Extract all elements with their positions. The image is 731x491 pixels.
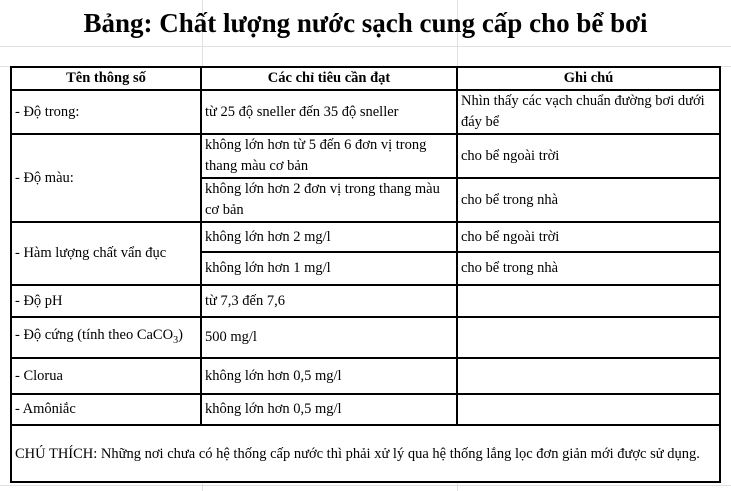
note-cell: Nhìn thấy các vạch chuẩn đường bơi dưới đáy bể (457, 90, 720, 134)
note-cell (457, 358, 720, 394)
criteria-cell: không lớn hơn từ 5 đến 6 đơn vị trong thang màu cơ bản (201, 134, 457, 178)
sheet-gridline (0, 485, 731, 486)
param-cell: - Độ pH (11, 285, 201, 317)
note-cell: cho bể trong nhà (457, 178, 720, 222)
param-text: - Độ cứng (tính theo CaCO (15, 326, 174, 343)
header-criteria: Các chỉ tiêu cần đạt (201, 67, 457, 90)
criteria-cell: 500 mg/l (201, 317, 457, 358)
note-cell (457, 394, 720, 425)
note-cell (457, 317, 720, 358)
sheet-gridline (0, 46, 731, 47)
water-quality-table (10, 66, 721, 483)
param-cell: - Độ trong: (11, 90, 201, 134)
footnote-row (11, 425, 720, 482)
table-row (11, 394, 720, 425)
criteria-cell: từ 7,3 đến 7,6 (201, 285, 457, 317)
note-cell: cho bể ngoài trời (457, 134, 720, 178)
table-row (11, 134, 720, 178)
criteria-cell: không lớn hơn 1 mg/l (201, 252, 457, 285)
note-cell (457, 285, 720, 317)
param-subscript: 3 (173, 334, 179, 346)
table-row (11, 222, 720, 252)
table-row (11, 285, 720, 317)
note-cell: cho bể ngoài trời (457, 222, 720, 252)
criteria-cell: không lớn hơn 2 mg/l (201, 222, 457, 252)
table-row (11, 317, 720, 358)
param-cell: - Amôniắc (11, 394, 201, 425)
table-header-row (11, 67, 720, 90)
criteria-cell: không lớn hơn 0,5 mg/l (201, 394, 457, 425)
page-title: Bảng: Chất lượng nước sạch cung cấp cho bể bơi (83, 8, 648, 38)
param-cell: - Hàm lượng chất vẩn đục (11, 222, 201, 285)
criteria-cell: từ 25 độ sneller đến 35 độ sneller (201, 90, 457, 134)
param-cell: - Clorua (11, 358, 201, 394)
criteria-cell: không lớn hơn 0,5 mg/l (201, 358, 457, 394)
note-cell: cho bể trong nhà (457, 252, 720, 285)
param-cell: - Độ màu: (11, 134, 201, 222)
param-text-end: ) (178, 326, 183, 343)
table-row (11, 90, 720, 134)
footnote: CHÚ THÍCH: Những nơi chưa có hệ thống cấp nước thì phải xử lý qua hệ thống lắng lọc đơn giản mới được sử dụng. (11, 425, 720, 482)
header-note: Ghi chú (457, 67, 720, 90)
header-param: Tên thông số (11, 67, 201, 90)
criteria-cell: không lớn hơn 2 đơn vị trong thang màu cơ bản (201, 178, 457, 222)
param-cell (11, 317, 201, 358)
table-row (11, 358, 720, 394)
